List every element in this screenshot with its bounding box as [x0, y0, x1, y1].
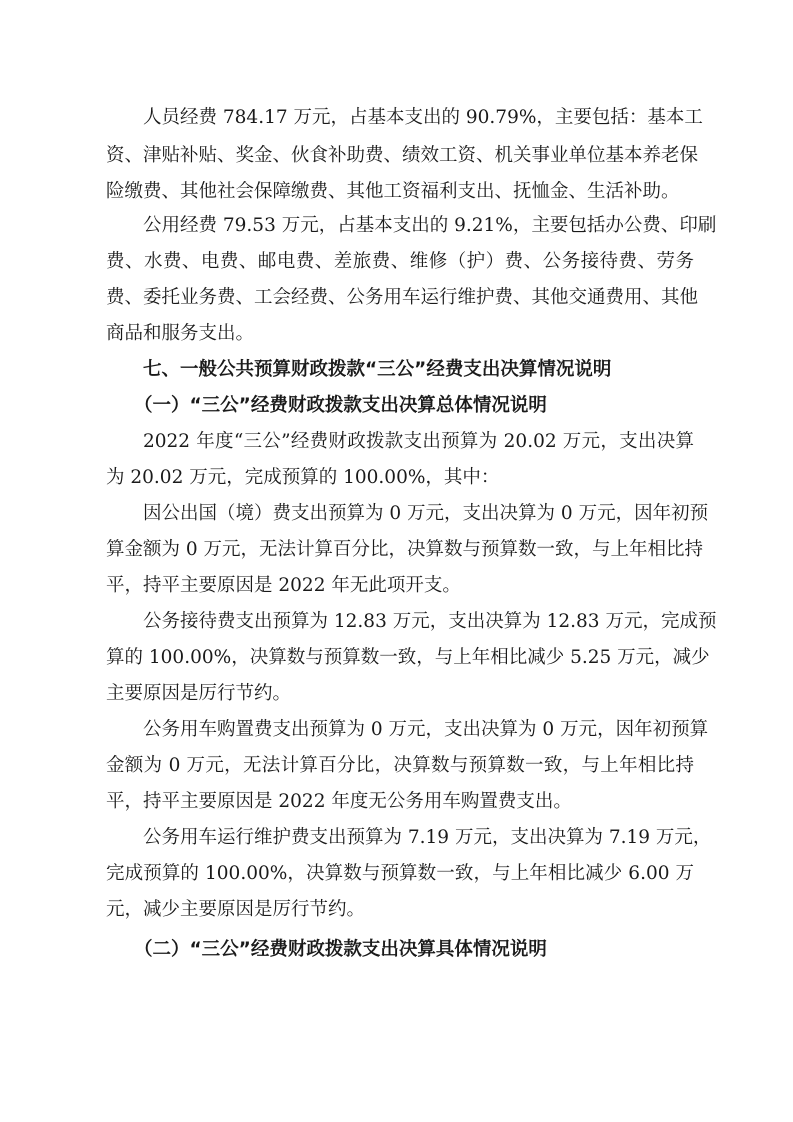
overseas-line-1: 因公出国（境）费支出预算为 0 万元，支出决算为 0 万元，因年初预 — [143, 503, 709, 524]
subsection-heading-1: （一）“三公”经费财政拨款支出决算总体情况说明 — [134, 395, 547, 416]
vehicle-purchase-line-3: 平，持平主要原因是 2022 年度无公务用车购置费支出。 — [106, 791, 572, 812]
personnel-expense-line-1: 人员经费 784.17 万元，占基本支出的 90.79%，主要包括：基本工 — [143, 107, 703, 128]
vehicle-maintenance-line-3: 元，减少主要原因是厉行节约。 — [106, 899, 366, 920]
overseas-line-2: 算金额为 0 万元，无法计算百分比，决算数与预算数一致，与上年相比持 — [106, 539, 704, 560]
vehicle-maintenance-line-2: 完成预算的 100.00%，决算数与预算数一致，与上年相比减少 6.00 万 — [106, 863, 694, 884]
vehicle-purchase-line-1: 公务用车购置费支出预算为 0 万元，支出决算为 0 万元，因年初预算 — [143, 719, 709, 740]
personnel-expense-line-2: 资、津贴补贴、奖金、伙食补助费、绩效工资、机关事业单位基本养老保 — [106, 145, 699, 166]
public-expense-line-3: 费、委托业务费、工会经费、公务用车运行维护费、其他交通费用、其他 — [106, 287, 699, 308]
overseas-line-3: 平，持平主要原因是 2022 年无此项开支。 — [106, 575, 461, 596]
overall-line-2: 为 20.02 万元，完成预算的 100.00%，其中： — [106, 467, 500, 488]
overall-line-1: 2022 年度“三公”经费财政拨款支出预算为 20.02 万元，支出决算 — [143, 431, 694, 452]
vehicle-maintenance-line-1: 公务用车运行维护费支出预算为 7.19 万元，支出决算为 7.19 万元， — [143, 827, 712, 848]
public-expense-line-1: 公用经费 79.53 万元，占基本支出的 9.21%，主要包括办公费、印刷 — [143, 215, 717, 236]
section-heading-7: 七、一般公共预算财政拨款“三公”经费支出决算情况说明 — [143, 359, 612, 380]
vehicle-purchase-line-2: 金额为 0 万元，无法计算百分比，决算数与预算数一致，与上年相比持 — [106, 755, 694, 776]
reception-line-1: 公务接待费支出预算为 12.83 万元，支出决算为 12.83 万元，完成预 — [143, 611, 717, 632]
reception-line-2: 算的 100.00%，决算数与预算数一致，与上年相比减少 5.25 万元，减少 — [106, 647, 710, 668]
reception-line-3: 主要原因是厉行节约。 — [106, 683, 292, 704]
personnel-expense-line-3: 险缴费、其他社会保障缴费、其他工资福利支出、抚恤金、生活补助。 — [106, 181, 680, 202]
public-expense-line-4: 商品和服务支出。 — [106, 323, 255, 344]
subsection-heading-2: （二）“三公”经费财政拨款支出决算具体情况说明 — [134, 939, 547, 960]
public-expense-line-2: 费、水费、电费、邮电费、差旅费、维修（护）费、公务接待费、劳务 — [106, 251, 694, 272]
